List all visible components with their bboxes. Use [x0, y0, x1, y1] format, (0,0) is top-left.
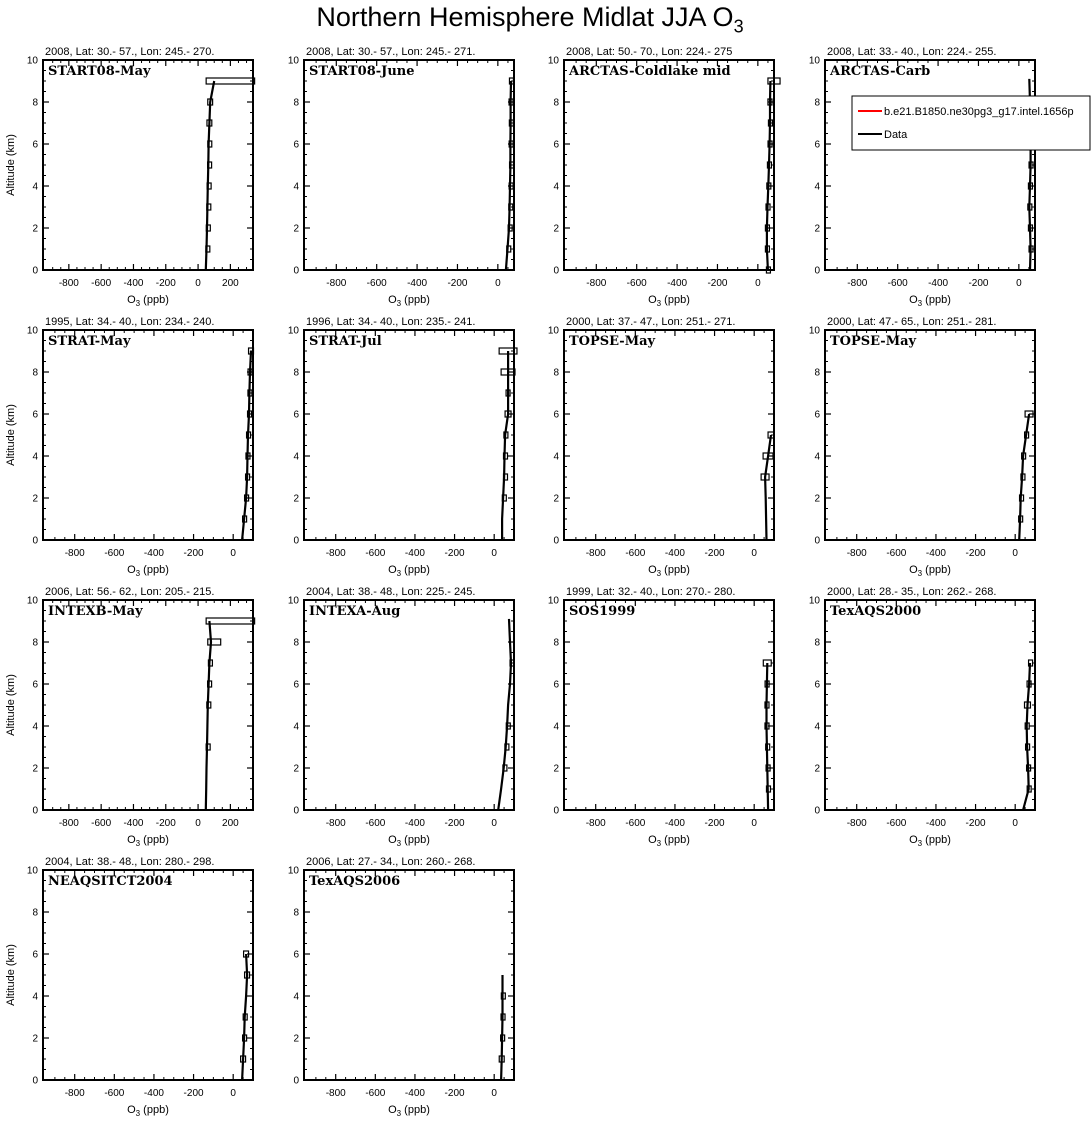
panel-frame	[825, 330, 1035, 540]
profile-panel	[809, 46, 1035, 308]
y-tick-label: 10	[808, 325, 820, 337]
x-axis-label: $O_3$ (ppb)	[127, 834, 169, 848]
x-tick-label: -600	[366, 278, 387, 289]
x-axis-label: $O_3$ (ppb)	[648, 564, 690, 578]
panel-subtitle: 2008, Lat: 30.- 57., Lon: 245.- 270.	[45, 46, 215, 58]
panel-subtitle: 2000, Lat: 47.- 65., Lon: 251.- 281.	[827, 316, 997, 328]
panel-campaign-label: SOS1999	[569, 604, 636, 619]
y-tick-label: 10	[287, 325, 299, 337]
x-tick-label: 0	[195, 278, 201, 289]
y-tick-label: 8	[32, 637, 38, 649]
x-tick-label: -800	[64, 1088, 85, 1099]
x-axis-label: $O_3$ (ppb)	[388, 834, 430, 848]
profile-panel	[548, 586, 774, 848]
x-tick-label: 0	[491, 1088, 497, 1099]
y-axis-label: Altitude (km)	[5, 944, 17, 1006]
panel-campaign-label: INTEXA-Aug	[309, 604, 401, 619]
y-tick-label: 8	[293, 637, 299, 649]
x-axis-label: $O_3$ (ppb)	[127, 1104, 169, 1118]
x-axis-label: $O_3$ (ppb)	[909, 294, 951, 308]
data-profile-line	[506, 81, 511, 270]
y-tick-label: 8	[32, 367, 38, 379]
data-range-box	[206, 618, 254, 624]
x-tick-label: -800	[586, 278, 607, 289]
y-tick-label: 6	[293, 139, 299, 151]
profile-panel	[809, 316, 1035, 578]
y-tick-label: 4	[814, 451, 820, 463]
panel-campaign-label: TexAQS2006	[309, 874, 401, 889]
y-tick-label: 6	[814, 139, 820, 151]
y-tick-label: 10	[808, 55, 820, 67]
x-tick-label: -200	[444, 818, 465, 829]
panel-subtitle: 2006, Lat: 56.- 62., Lon: 205.- 215.	[45, 586, 215, 598]
legend	[852, 96, 1090, 150]
x-tick-label: -600	[625, 818, 646, 829]
panel-campaign-label: STRAT-Jul	[309, 334, 382, 349]
x-tick-label: 200	[222, 818, 239, 829]
x-tick-label: 0	[1012, 548, 1018, 559]
data-profile-line	[498, 619, 511, 810]
y-tick-label: 6	[553, 679, 559, 691]
y-tick-label: 10	[26, 55, 38, 67]
x-tick-label: -400	[667, 278, 688, 289]
panel-frame	[825, 60, 1035, 270]
legend-model-label: b.e21.B1850.ne30pg3_g17.intel.1656p	[884, 106, 1074, 118]
legend-data-label: Data	[884, 129, 908, 141]
profile-panel	[5, 586, 255, 848]
y-tick-label: 10	[287, 865, 299, 877]
data-profile-line	[206, 81, 214, 270]
x-tick-label: -400	[404, 818, 425, 829]
y-tick-label: 6	[814, 409, 820, 421]
y-tick-label: 4	[32, 181, 38, 193]
legend-box	[852, 96, 1090, 150]
y-tick-label: 6	[32, 679, 38, 691]
x-tick-label: -200	[155, 818, 176, 829]
panel-campaign-label: START08-May	[48, 64, 151, 79]
x-tick-label: -200	[444, 548, 465, 559]
y-tick-label: 4	[553, 181, 559, 193]
y-tick-label: 6	[553, 409, 559, 421]
profile-panel	[5, 316, 253, 578]
y-tick-label: 0	[553, 265, 559, 277]
x-tick-label: 200	[222, 278, 239, 289]
profile-panel	[288, 856, 514, 1118]
x-tick-label: -800	[846, 548, 867, 559]
y-tick-label: 2	[814, 493, 820, 505]
x-tick-label: -800	[585, 818, 606, 829]
panel-campaign-label: TexAQS2000	[830, 604, 922, 619]
x-tick-label: 0	[195, 818, 201, 829]
y-tick-label: 2	[553, 493, 559, 505]
x-tick-label: -600	[365, 818, 386, 829]
panel-subtitle: 2006, Lat: 27.- 34., Lon: 260.- 268.	[306, 856, 476, 868]
x-tick-label: -800	[325, 548, 346, 559]
panel-frame	[825, 600, 1035, 810]
y-tick-label: 4	[293, 451, 299, 463]
x-axis-label: $O_3$ (ppb)	[648, 834, 690, 848]
panel-frame	[564, 330, 774, 540]
x-tick-label: -600	[626, 278, 647, 289]
x-tick-label: 0	[230, 548, 236, 559]
x-tick-label: -400	[404, 548, 425, 559]
profile-panel	[288, 316, 517, 578]
x-tick-label: -600	[625, 548, 646, 559]
y-tick-label: 0	[32, 265, 38, 277]
x-tick-label: -800	[326, 278, 347, 289]
x-tick-label: -600	[91, 278, 112, 289]
panel-subtitle: 1996, Lat: 34.- 40., Lon: 235.- 241.	[306, 316, 476, 328]
y-tick-label: 8	[32, 907, 38, 919]
panel-frame	[304, 60, 514, 270]
profile-panel	[548, 316, 774, 578]
x-axis-label: $O_3$ (ppb)	[388, 564, 430, 578]
y-tick-label: 6	[553, 139, 559, 151]
y-tick-label: 10	[547, 55, 559, 67]
panel-frame	[564, 60, 774, 270]
y-tick-label: 4	[814, 721, 820, 733]
y-tick-label: 0	[293, 805, 299, 817]
panel-frame	[43, 60, 253, 270]
x-tick-label: -400	[123, 278, 144, 289]
y-tick-label: 2	[293, 493, 299, 505]
y-tick-label: 2	[293, 763, 299, 775]
y-tick-label: 2	[814, 763, 820, 775]
x-tick-label: -200	[155, 278, 176, 289]
data-range-box	[208, 639, 221, 645]
y-tick-label: 8	[814, 367, 820, 379]
x-tick-label: -800	[846, 818, 867, 829]
x-tick-label: -400	[143, 548, 164, 559]
panel-subtitle: 2000, Lat: 28.- 35., Lon: 262.- 268.	[827, 586, 997, 598]
x-axis-label: $O_3$ (ppb)	[648, 294, 690, 308]
x-tick-label: -600	[104, 548, 125, 559]
y-tick-label: 0	[553, 805, 559, 817]
y-tick-label: 4	[32, 991, 38, 1003]
y-tick-label: 0	[814, 265, 820, 277]
panel-subtitle: 2000, Lat: 37.- 47., Lon: 251.- 271.	[566, 316, 736, 328]
y-tick-label: 0	[814, 805, 820, 817]
x-axis-label: $O_3$ (ppb)	[388, 1104, 430, 1118]
x-tick-label: 0	[751, 818, 757, 829]
profile-panel	[5, 46, 255, 308]
x-axis-label: $O_3$ (ppb)	[388, 294, 430, 308]
profile-panel	[809, 586, 1035, 848]
x-tick-label: -800	[64, 548, 85, 559]
data-profile-line	[206, 621, 211, 810]
panel-campaign-label: STRAT-May	[48, 334, 131, 349]
panel-subtitle: 2004, Lat: 38.- 48., Lon: 280.- 298.	[45, 856, 215, 868]
panel-campaign-label: TOPSE-May	[569, 334, 656, 349]
panel-campaign-label: START08-June	[309, 64, 415, 79]
y-tick-label: 0	[32, 805, 38, 817]
y-tick-label: 0	[553, 535, 559, 547]
y-tick-label: 0	[293, 265, 299, 277]
panel-subtitle: 2008, Lat: 30.- 57., Lon: 245.- 271.	[306, 46, 476, 58]
y-tick-label: 2	[32, 493, 38, 505]
x-tick-label: 0	[751, 548, 757, 559]
x-tick-label: 0	[491, 548, 497, 559]
panel-frame	[564, 600, 774, 810]
y-tick-label: 8	[553, 367, 559, 379]
x-tick-label: -600	[365, 548, 386, 559]
x-tick-label: -600	[365, 1088, 386, 1099]
x-tick-label: -200	[704, 548, 725, 559]
x-tick-label: -800	[58, 818, 79, 829]
y-tick-label: 10	[547, 595, 559, 607]
y-tick-label: 0	[32, 1075, 38, 1087]
y-tick-label: 8	[553, 637, 559, 649]
y-tick-label: 4	[553, 721, 559, 733]
panel-subtitle: 2008, Lat: 50.- 70., Lon: 224.- 275	[566, 46, 733, 58]
x-tick-label: -600	[887, 278, 908, 289]
x-tick-label: -800	[847, 278, 868, 289]
y-tick-label: 4	[32, 721, 38, 733]
x-tick-label: -400	[928, 278, 949, 289]
data-profile-line	[765, 435, 771, 540]
x-tick-label: -400	[925, 818, 946, 829]
y-axis-label: Altitude (km)	[5, 674, 17, 736]
panel-campaign-label: ARCTAS-Coldlake mid	[569, 64, 731, 79]
x-tick-label: -400	[664, 818, 685, 829]
y-tick-label: 6	[293, 679, 299, 691]
y-tick-label: 4	[553, 451, 559, 463]
panel-frame	[304, 600, 514, 810]
x-tick-label: 0	[1016, 278, 1022, 289]
x-axis-label: $O_3$ (ppb)	[909, 564, 951, 578]
data-profile-line	[242, 351, 251, 540]
panel-frame	[304, 870, 514, 1080]
x-tick-label: -200	[965, 818, 986, 829]
x-tick-label: -200	[183, 548, 204, 559]
x-tick-label: -400	[664, 548, 685, 559]
profile-panel	[548, 46, 780, 308]
panel-frame	[304, 330, 514, 540]
y-tick-label: 2	[293, 1033, 299, 1045]
y-tick-label: 6	[293, 949, 299, 961]
panel-frame	[43, 330, 253, 540]
x-tick-label: -200	[447, 278, 468, 289]
y-tick-label: 4	[293, 181, 299, 193]
y-tick-label: 2	[32, 1033, 38, 1045]
x-tick-label: 0	[230, 1088, 236, 1099]
x-tick-label: -400	[143, 1088, 164, 1099]
y-tick-label: 10	[287, 55, 299, 67]
panel-subtitle: 1999, Lat: 32.- 40., Lon: 270.- 280.	[566, 586, 736, 598]
x-tick-label: -200	[444, 1088, 465, 1099]
y-tick-label: 4	[293, 721, 299, 733]
profile-panel	[288, 586, 514, 848]
y-axis-label: Altitude (km)	[5, 404, 17, 466]
figure-title: Northern Hemisphere Midlat JJA $O_3$	[316, 2, 744, 37]
x-tick-label: -800	[325, 818, 346, 829]
x-tick-label: -600	[91, 818, 112, 829]
y-tick-label: 8	[293, 97, 299, 109]
y-tick-label: 8	[814, 637, 820, 649]
y-tick-label: 4	[32, 451, 38, 463]
x-tick-label: -200	[968, 278, 989, 289]
profile-panel	[5, 856, 253, 1118]
y-tick-label: 6	[32, 409, 38, 421]
y-tick-label: 2	[553, 223, 559, 235]
data-profile-line	[767, 663, 769, 810]
x-tick-label: -400	[123, 818, 144, 829]
x-tick-label: 0	[495, 278, 501, 289]
y-tick-label: 8	[293, 907, 299, 919]
y-tick-label: 0	[293, 535, 299, 547]
y-tick-label: 2	[293, 223, 299, 235]
panel-subtitle: 1995, Lat: 34.- 40., Lon: 234.- 240.	[45, 316, 215, 328]
y-tick-label: 8	[32, 97, 38, 109]
y-tick-label: 10	[26, 595, 38, 607]
y-tick-label: 10	[26, 325, 38, 337]
y-tick-label: 8	[293, 367, 299, 379]
y-tick-label: 6	[814, 679, 820, 691]
x-tick-label: -200	[183, 1088, 204, 1099]
y-tick-label: 0	[32, 535, 38, 547]
data-profile-line	[501, 975, 502, 1080]
y-tick-label: 10	[808, 595, 820, 607]
x-tick-label: 0	[755, 278, 761, 289]
y-tick-label: 8	[814, 97, 820, 109]
panel-campaign-label: ARCTAS-Carb	[830, 64, 931, 79]
x-axis-label: $O_3$ (ppb)	[127, 294, 169, 308]
panel-frame	[43, 600, 253, 810]
x-tick-label: -800	[585, 548, 606, 559]
x-axis-label: $O_3$ (ppb)	[127, 564, 169, 578]
y-tick-label: 8	[553, 97, 559, 109]
panel-campaign-label: NEAQSITCT2004	[48, 874, 173, 889]
y-axis-label: Altitude (km)	[5, 134, 17, 196]
y-tick-label: 6	[32, 139, 38, 151]
y-tick-label: 2	[553, 763, 559, 775]
x-tick-label: -200	[965, 548, 986, 559]
x-tick-label: -200	[707, 278, 728, 289]
panel-subtitle: 2004, Lat: 38.- 48., Lon: 225.- 245.	[306, 586, 476, 598]
x-tick-label: -600	[104, 1088, 125, 1099]
x-tick-label: -400	[407, 278, 428, 289]
y-tick-label: 6	[293, 409, 299, 421]
x-tick-label: -600	[886, 548, 907, 559]
x-tick-label: -600	[886, 818, 907, 829]
y-tick-label: 0	[814, 535, 820, 547]
y-tick-label: 4	[293, 991, 299, 1003]
x-tick-label: -800	[325, 1088, 346, 1099]
y-tick-label: 2	[814, 223, 820, 235]
x-tick-label: 0	[1012, 818, 1018, 829]
y-tick-label: 2	[32, 223, 38, 235]
x-axis-label: $O_3$ (ppb)	[909, 834, 951, 848]
y-tick-label: 4	[814, 181, 820, 193]
y-tick-label: 2	[32, 763, 38, 775]
panel-campaign-label: TOPSE-May	[830, 334, 917, 349]
panel-campaign-label: INTEXB-May	[48, 604, 143, 619]
y-tick-label: 0	[293, 1075, 299, 1087]
x-tick-label: 0	[491, 818, 497, 829]
panel-subtitle: 2008, Lat: 33.- 40., Lon: 224.- 255.	[827, 46, 997, 58]
x-tick-label: -800	[58, 278, 79, 289]
y-tick-label: 10	[287, 595, 299, 607]
y-tick-label: 10	[547, 325, 559, 337]
x-tick-label: -200	[704, 818, 725, 829]
data-profile-line	[767, 81, 771, 270]
x-tick-label: -400	[404, 1088, 425, 1099]
profile-panel	[288, 46, 514, 308]
data-profile-line	[502, 351, 508, 540]
x-tick-label: -400	[925, 548, 946, 559]
panel-frame	[43, 870, 253, 1080]
y-tick-label: 10	[26, 865, 38, 877]
y-tick-label: 6	[32, 949, 38, 961]
